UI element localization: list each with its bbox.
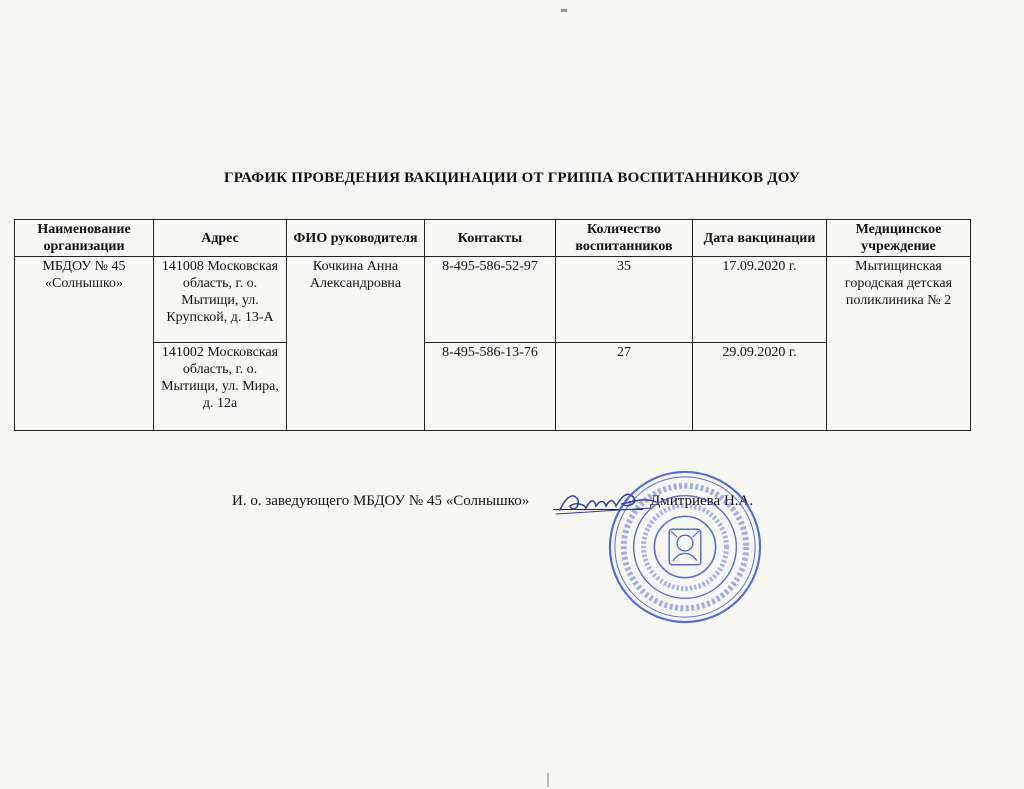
organization-cell: МБДОУ № 45 «Солнышко» — [15, 257, 154, 431]
date-cell: 29.09.2020 г. — [693, 343, 827, 431]
table-row — [15, 257, 971, 343]
scan-speck — [547, 773, 549, 787]
count-cell: 27 — [556, 343, 693, 431]
header-organization: Наименование организации — [15, 220, 154, 257]
contacts-cell: 8-495-586-13-76 — [425, 343, 556, 431]
header-address: Адрес — [154, 220, 287, 257]
director-cell: Кочкина Анна Александровна — [287, 257, 425, 431]
address-cell: 141002 Московская область, г. о. Мытищи, ул. Мира, д. 12а — [154, 343, 287, 431]
header-director: ФИО руководителя — [287, 220, 425, 257]
signatory-name: Дмитриева Н.А. — [650, 493, 754, 509]
header-children-count: Количество воспитанников — [556, 220, 693, 257]
medical-institution-cell: Мытищинская городская детская поликлиника № 2 — [827, 257, 971, 431]
header-contacts: Контакты — [425, 220, 556, 257]
address-cell: 141008 Московская область, г. о. Мытищи, ул. Крупской, д. 13-А — [154, 257, 287, 343]
header-medical-institution: Медицинское учреждение — [827, 220, 971, 257]
header-vaccination-date: Дата вакцинации — [693, 220, 827, 257]
contacts-cell: 8-495-586-52-97 — [425, 257, 556, 343]
official-stamp — [606, 468, 764, 626]
scan-speck — [561, 9, 567, 12]
date-cell: 17.09.2020 г. — [693, 257, 827, 343]
table-header-row — [15, 220, 971, 257]
document-title: ГРАФИК ПРОВЕДЕНИЯ ВАКЦИНАЦИИ ОТ ГРИППА ВОСПИТАННИКОВ ДОУ — [224, 170, 800, 186]
vaccination-schedule-table — [14, 219, 971, 431]
count-cell: 35 — [556, 257, 693, 343]
signatory-position: И. о. заведующего МБДОУ № 45 «Солнышко» — [232, 493, 530, 509]
